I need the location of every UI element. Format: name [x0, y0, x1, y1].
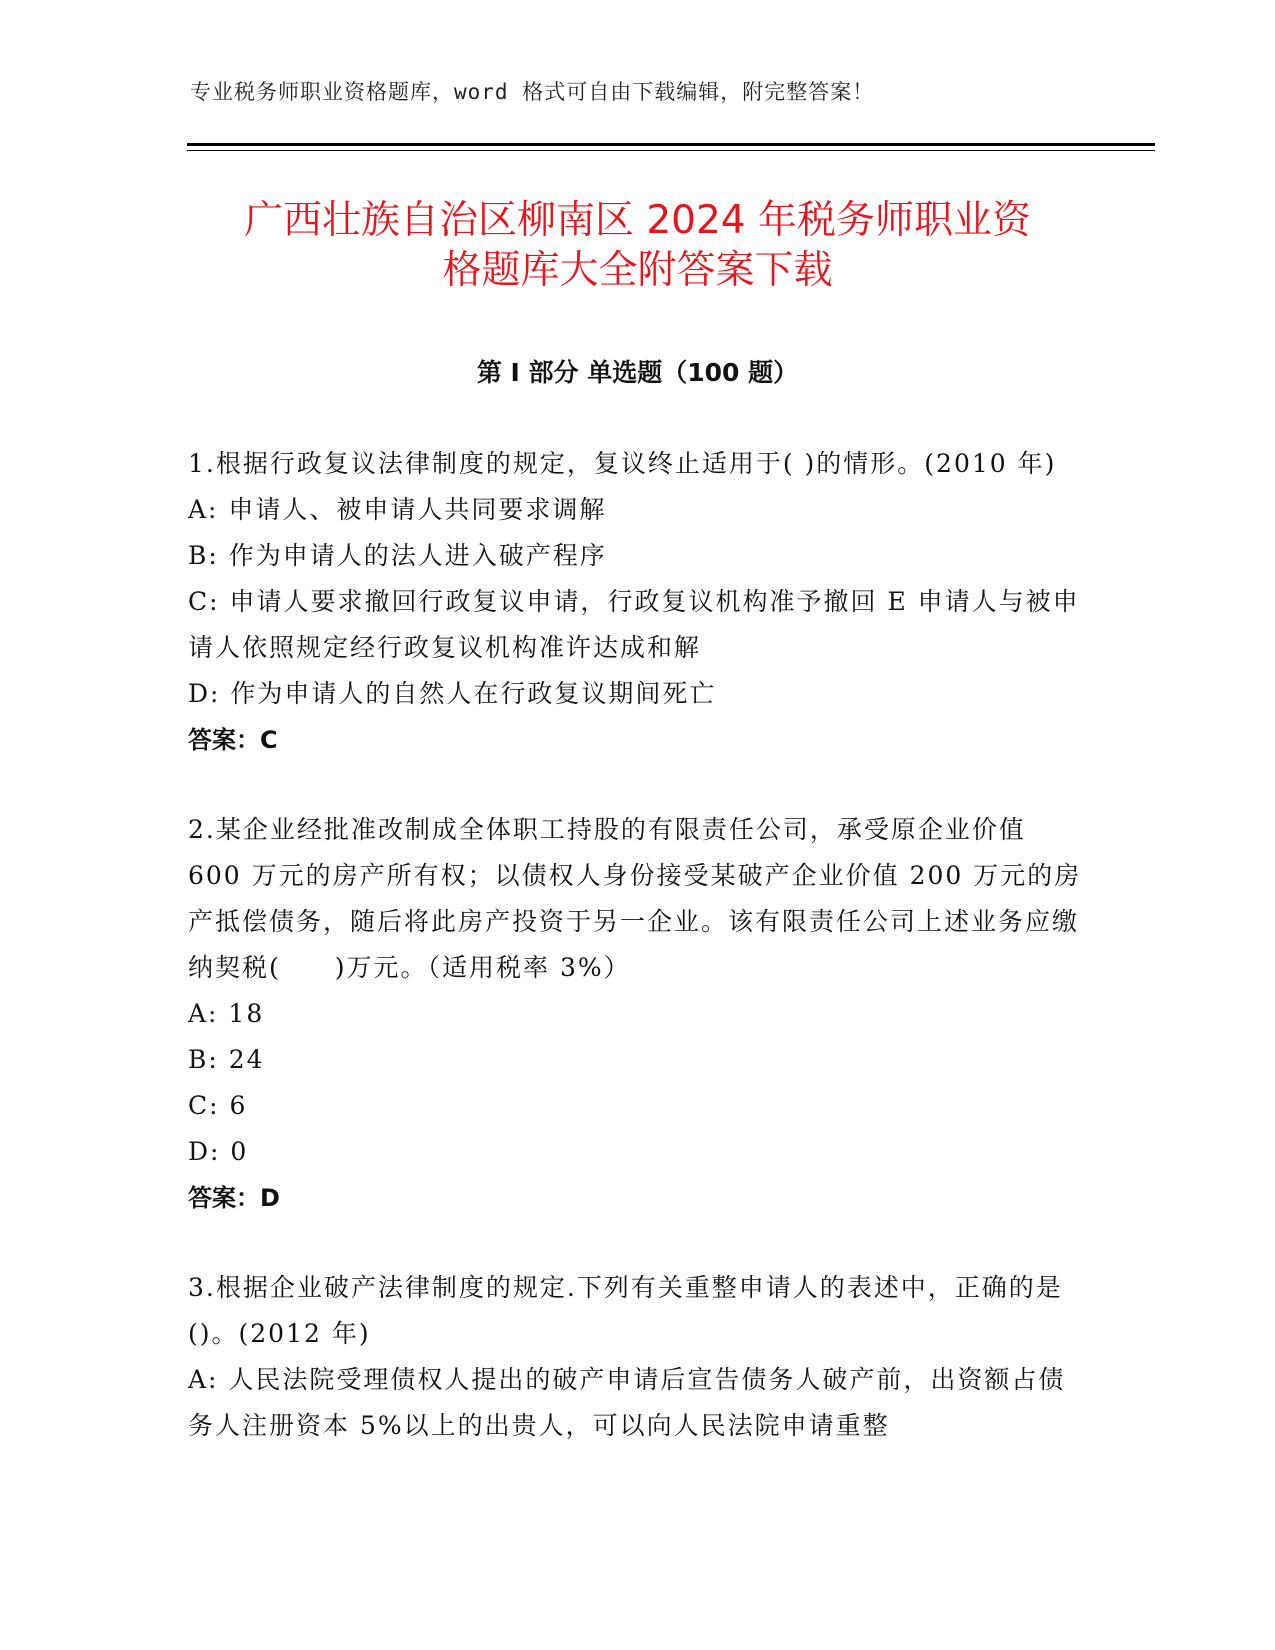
question-stem: 2.某企业经批准改制成全体职工持股的有限责任公司，承受原企业价值 600 万元的房产所有权；以债权人身份接受某破产企业价值 200 万元的房产抵偿债务，随后将此房产投资于另一企业。该有限责任公司上述业务应缴纳契税( )万元。（适用税率 3%）: [188, 815, 1082, 982]
header-rule-thick: [187, 143, 1155, 146]
option-a: A: 申请人、被申请人共同要求调解: [188, 495, 607, 524]
answer: 答案：C: [188, 726, 278, 754]
document-title-line-1: 广西壮族自治区柳南区 2024 年税务师职业资: [243, 198, 1032, 243]
option-c: C: 6: [188, 1091, 248, 1120]
document-title-line-2: 格题库大全附答案下载: [442, 248, 833, 293]
option-b: B: 作为申请人的法人进入破产程序: [188, 541, 607, 570]
question-2: [188, 807, 1088, 1221]
answer: 答案：D: [188, 1184, 280, 1212]
question-3: [188, 1265, 1088, 1449]
header-note: 专业税务师职业资格题库，word 格式可自由下载编辑，附完整答案！: [190, 80, 875, 104]
option-d: D: 作为申请人的自然人在行政复议期间死亡: [188, 679, 717, 708]
option-c: C: 申请人要求撤回行政复议申请，行政复议机构准予撤回 E 申请人与被申请人依照规定经行政复议机构准许达成和解: [188, 587, 1080, 662]
option-b: B: 24: [188, 1045, 265, 1074]
option-d: D: 0: [188, 1137, 249, 1166]
header-rule-thin: [187, 150, 1155, 151]
question-1: [188, 441, 1088, 763]
document-title: [150, 196, 1125, 296]
option-a: A: 18: [188, 999, 265, 1028]
option-a: A: 人民法院受理债权人提出的破产申请后宣告债务人破产前，出资额占债务人注册资本 5%以上的出贵人，可以向人民法院申请重整: [188, 1365, 1066, 1440]
question-stem: 3.根据企业破产法律制度的规定.下列有关重整申请人的表述中，正确的是()。(2012 年): [188, 1273, 1063, 1348]
question-list: [188, 441, 1088, 1493]
question-stem: 1.根据行政复议法律制度的规定，复议终止适用于( )的情形。(2010 年): [188, 449, 1057, 478]
section-heading: 第 I 部分 单选题（100 题）: [476, 358, 799, 387]
